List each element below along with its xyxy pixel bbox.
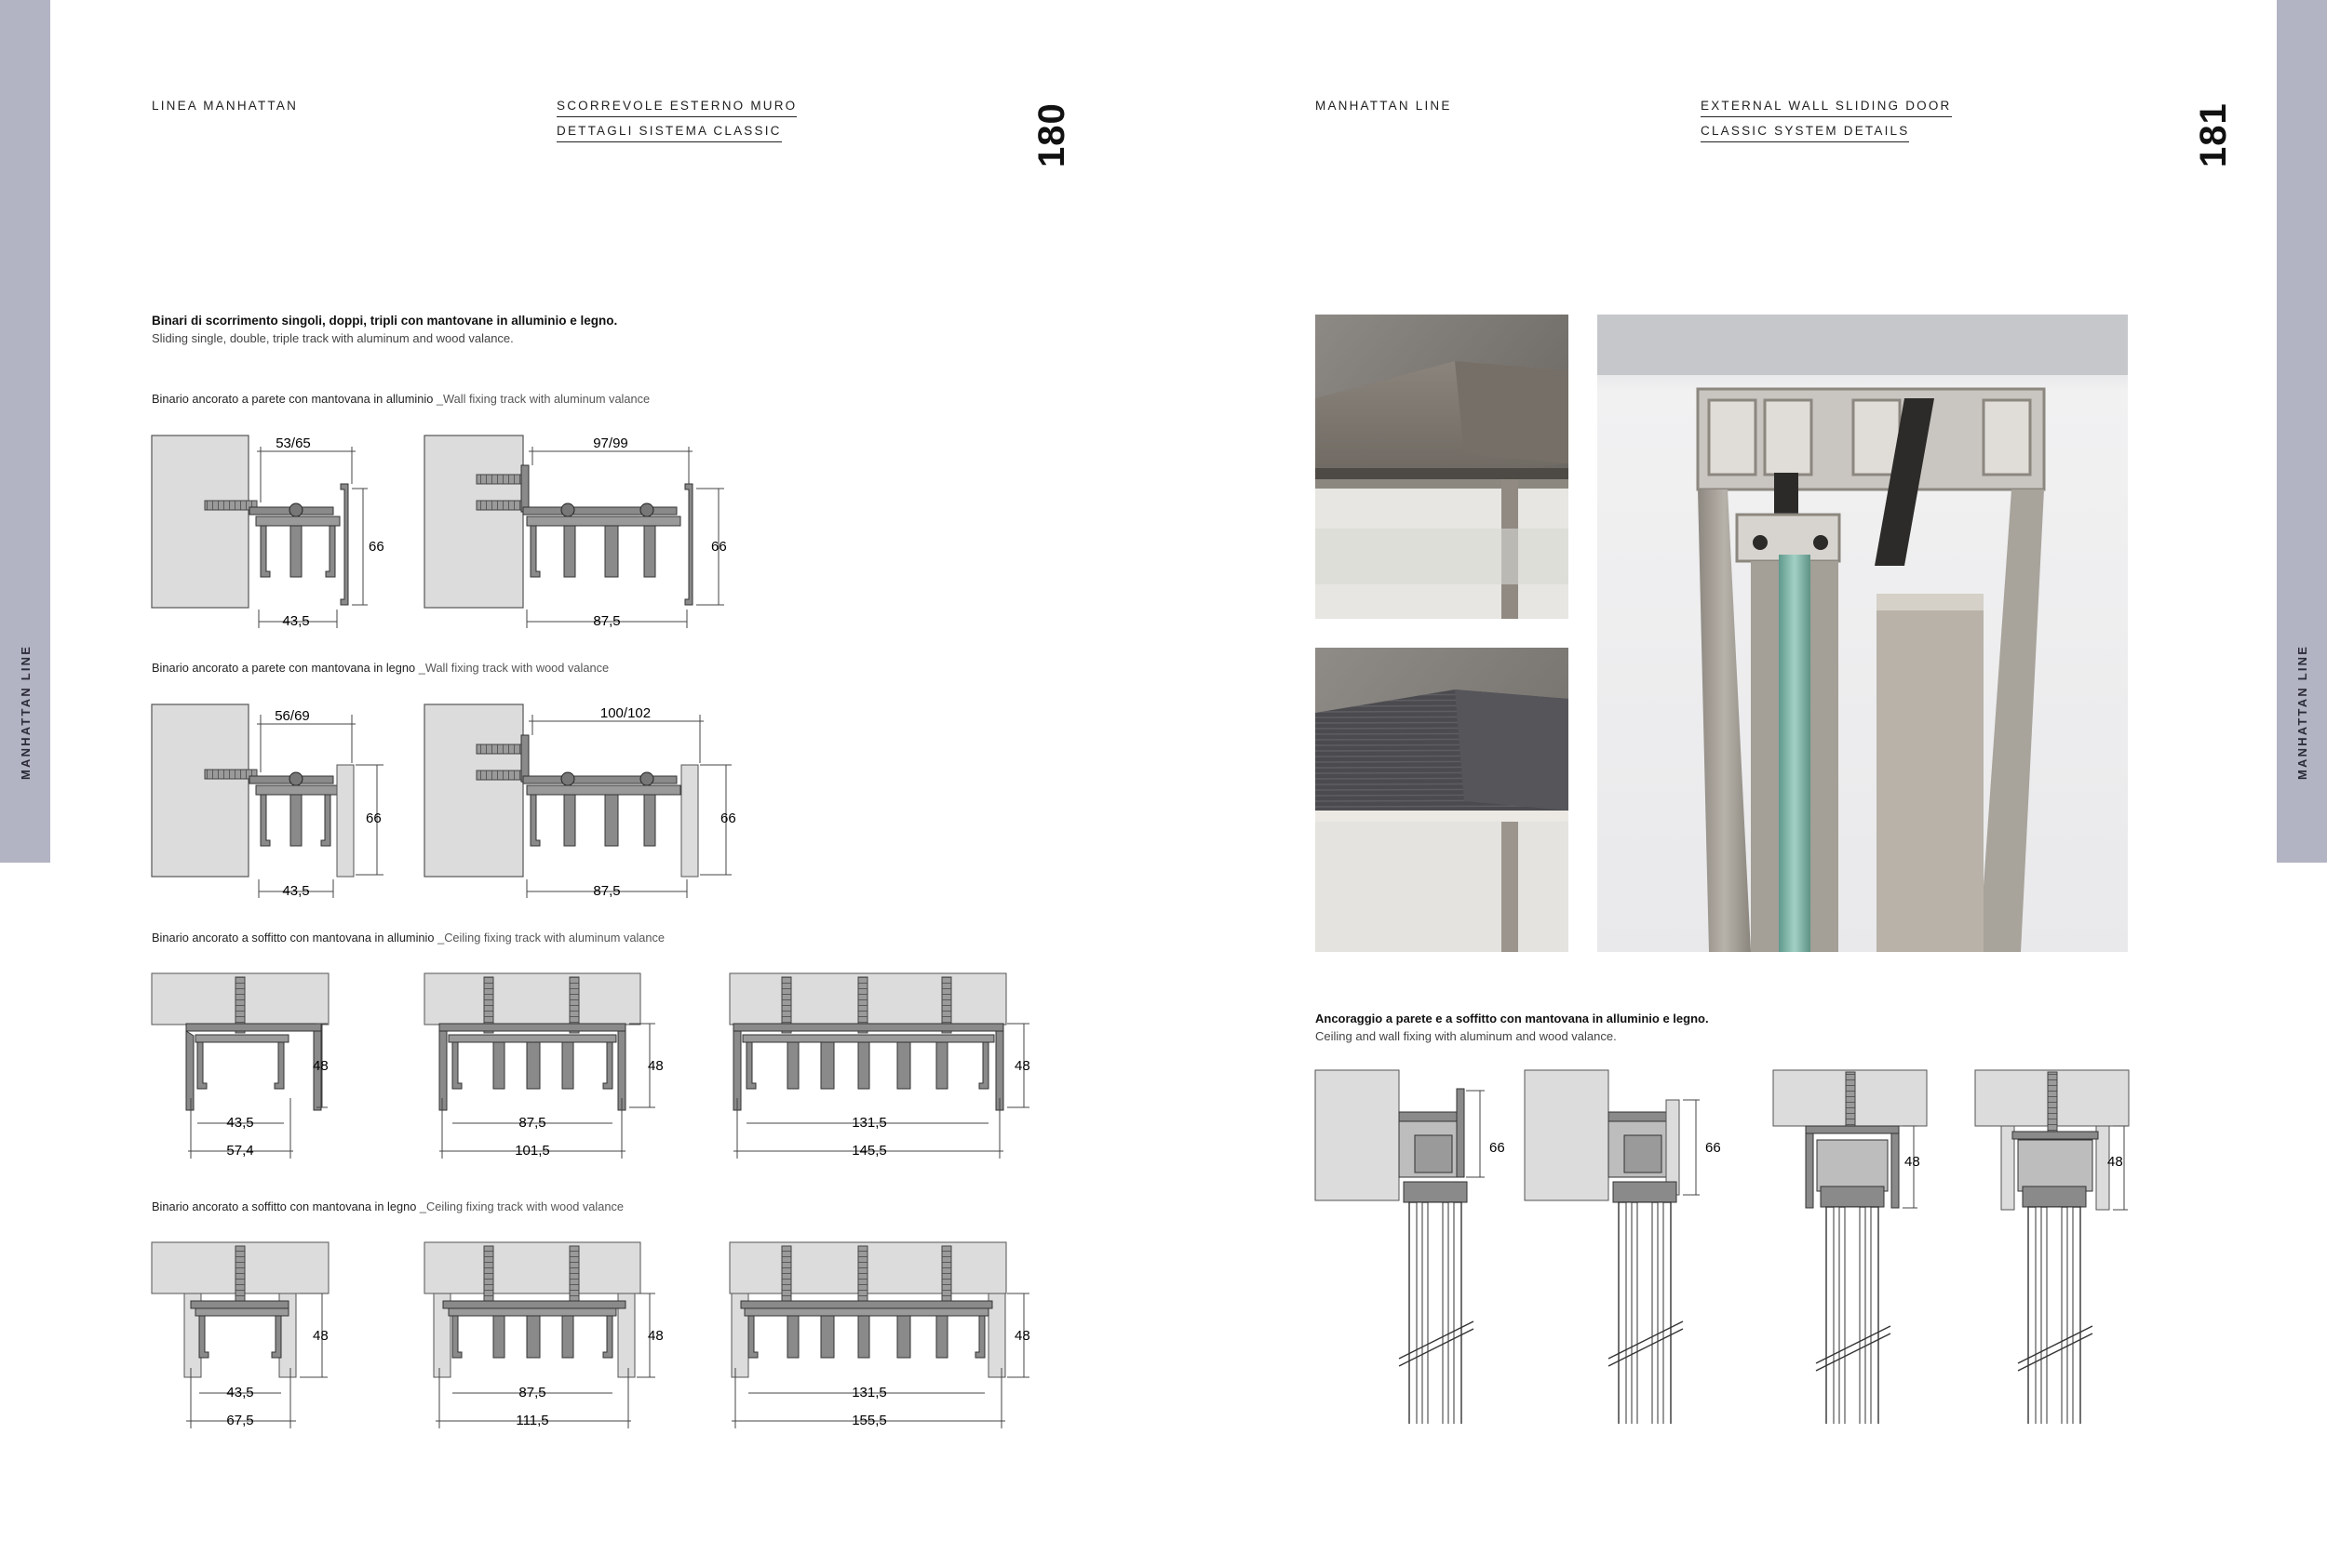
drawing-ceiling-alu-double	[424, 973, 664, 1159]
right-heading-2: CLASSIC SYSTEM DETAILS	[1701, 124, 1909, 142]
dim-outer: 67,5	[226, 1413, 254, 1428]
fix-dim-4: 48	[2107, 1154, 2123, 1170]
fixing-wall-wood	[1525, 1070, 1721, 1424]
right-caption-text: Ceiling and wall fixing with aluminum and wood valance.	[1315, 1029, 1617, 1043]
left-intro-bold: Binari di scorrimento singoli, doppi, tripli con mantovane in alluminio e legno.	[152, 314, 618, 328]
photo-wood-valance	[1315, 648, 1568, 952]
photo-track-section-image	[1597, 315, 2128, 952]
dim-height: 48	[1015, 1328, 1030, 1344]
fix-dim-1: 66	[1489, 1140, 1505, 1156]
dim-outer: 155,5	[852, 1413, 887, 1428]
dim-height: 66	[720, 811, 736, 826]
dim-inner: 87,5	[518, 1115, 546, 1131]
dim-top: 53/65	[276, 436, 311, 451]
dim-height: 48	[648, 1328, 664, 1344]
dim-outer: 145,5	[852, 1143, 887, 1159]
fixing-wall-alu	[1315, 1070, 1505, 1424]
caption-en: _Wall fixing track with wood valance	[418, 661, 610, 675]
dim-top: 97/99	[593, 436, 628, 451]
caption-it: Binario ancorato a parete con mantovana in alluminio	[152, 392, 434, 406]
dim-height: 48	[313, 1058, 329, 1074]
dim-height: 48	[1015, 1058, 1030, 1074]
right-caption	[1315, 1012, 1709, 1043]
left-sidebar-label: MANHATTAN LINE	[19, 644, 33, 780]
dim-top: 56/69	[275, 708, 310, 724]
dim-bottom: 87,5	[593, 613, 621, 629]
right-sidebar-label: MANHATTAN LINE	[2295, 644, 2309, 780]
caption-it: Binario ancorato a soffitto con mantovana in legno	[152, 1199, 417, 1213]
drawing-ceiling-wood-single	[152, 1242, 329, 1428]
left-heading-2: DETTAGLI SISTEMA CLASSIC	[557, 124, 782, 142]
dim-outer: 57,4	[226, 1143, 254, 1159]
dim-bottom: 43,5	[282, 883, 310, 899]
left-heading-1: SCORREVOLE ESTERNO MURO	[557, 99, 797, 117]
right-line-title: MANHATTAN LINE	[1315, 99, 1452, 113]
photo-aluminum-valance-image	[1315, 315, 1568, 619]
left-intro-text: Sliding single, double, triple track with aluminum and wood valance.	[152, 331, 514, 345]
dim-top: 100/102	[599, 705, 652, 721]
drawing-ceiling-wood-double	[424, 1242, 664, 1428]
drawing-ceiling-alu-triple	[730, 973, 1030, 1159]
dim-inner: 131,5	[852, 1385, 887, 1400]
dim-inner: 131,5	[852, 1115, 887, 1131]
drawing-ceiling-wood-triple	[730, 1242, 1030, 1428]
dim-outer: 101,5	[515, 1143, 550, 1159]
caption-it: Binario ancorato a soffitto con mantovana in alluminio	[152, 931, 435, 945]
dim-height: 66	[366, 811, 382, 826]
right-heading-1: EXTERNAL WALL SLIDING DOOR	[1701, 99, 1952, 117]
fixing-ceiling-wood	[1975, 1070, 2129, 1424]
dim-inner: 43,5	[226, 1385, 254, 1400]
dim-outer: 111,5	[516, 1413, 549, 1428]
right-caption-bold: Ancoraggio a parete e a soffitto con mantovana in alluminio e legno.	[1315, 1012, 1709, 1025]
photo-wood-valance-image	[1315, 648, 1568, 952]
caption-en: _Wall fixing track with aluminum valance	[436, 392, 651, 406]
drawing-wall-alu-single	[152, 436, 384, 629]
dim-height: 48	[313, 1328, 329, 1344]
fix-dim-3: 48	[1904, 1154, 1920, 1170]
caption-en: _Ceiling fixing track with wood valance	[419, 1199, 624, 1213]
dim-height: 66	[369, 539, 384, 555]
caption-it: Binario ancorato a parete con mantovana in legno	[152, 661, 416, 675]
drawing-wall-wood-double	[424, 704, 736, 899]
drawing-wall-wood-single	[152, 704, 383, 899]
dim-bottom: 87,5	[593, 883, 621, 899]
drawing-ceiling-alu-single	[152, 973, 329, 1159]
dim-inner: 87,5	[518, 1385, 546, 1400]
photo-aluminum-valance	[1315, 315, 1568, 619]
right-page-number: 181	[2193, 102, 2234, 168]
dim-inner: 43,5	[226, 1115, 254, 1131]
fixing-ceiling-alu	[1773, 1070, 1927, 1424]
left-page-number: 180	[1031, 102, 1072, 168]
photo-track-section	[1597, 315, 2128, 952]
right-fixing-drawings	[1285, 1052, 2169, 1424]
dim-height: 48	[648, 1058, 664, 1074]
left-line-title: LINEA MANHATTAN	[152, 99, 299, 113]
dim-height: 66	[711, 539, 727, 555]
dim-bottom: 43,5	[282, 613, 310, 629]
caption-en: _Ceiling fixing track with aluminum valance	[437, 931, 666, 945]
drawing-wall-alu-double	[424, 436, 727, 629]
fix-dim-2: 66	[1705, 1140, 1721, 1156]
